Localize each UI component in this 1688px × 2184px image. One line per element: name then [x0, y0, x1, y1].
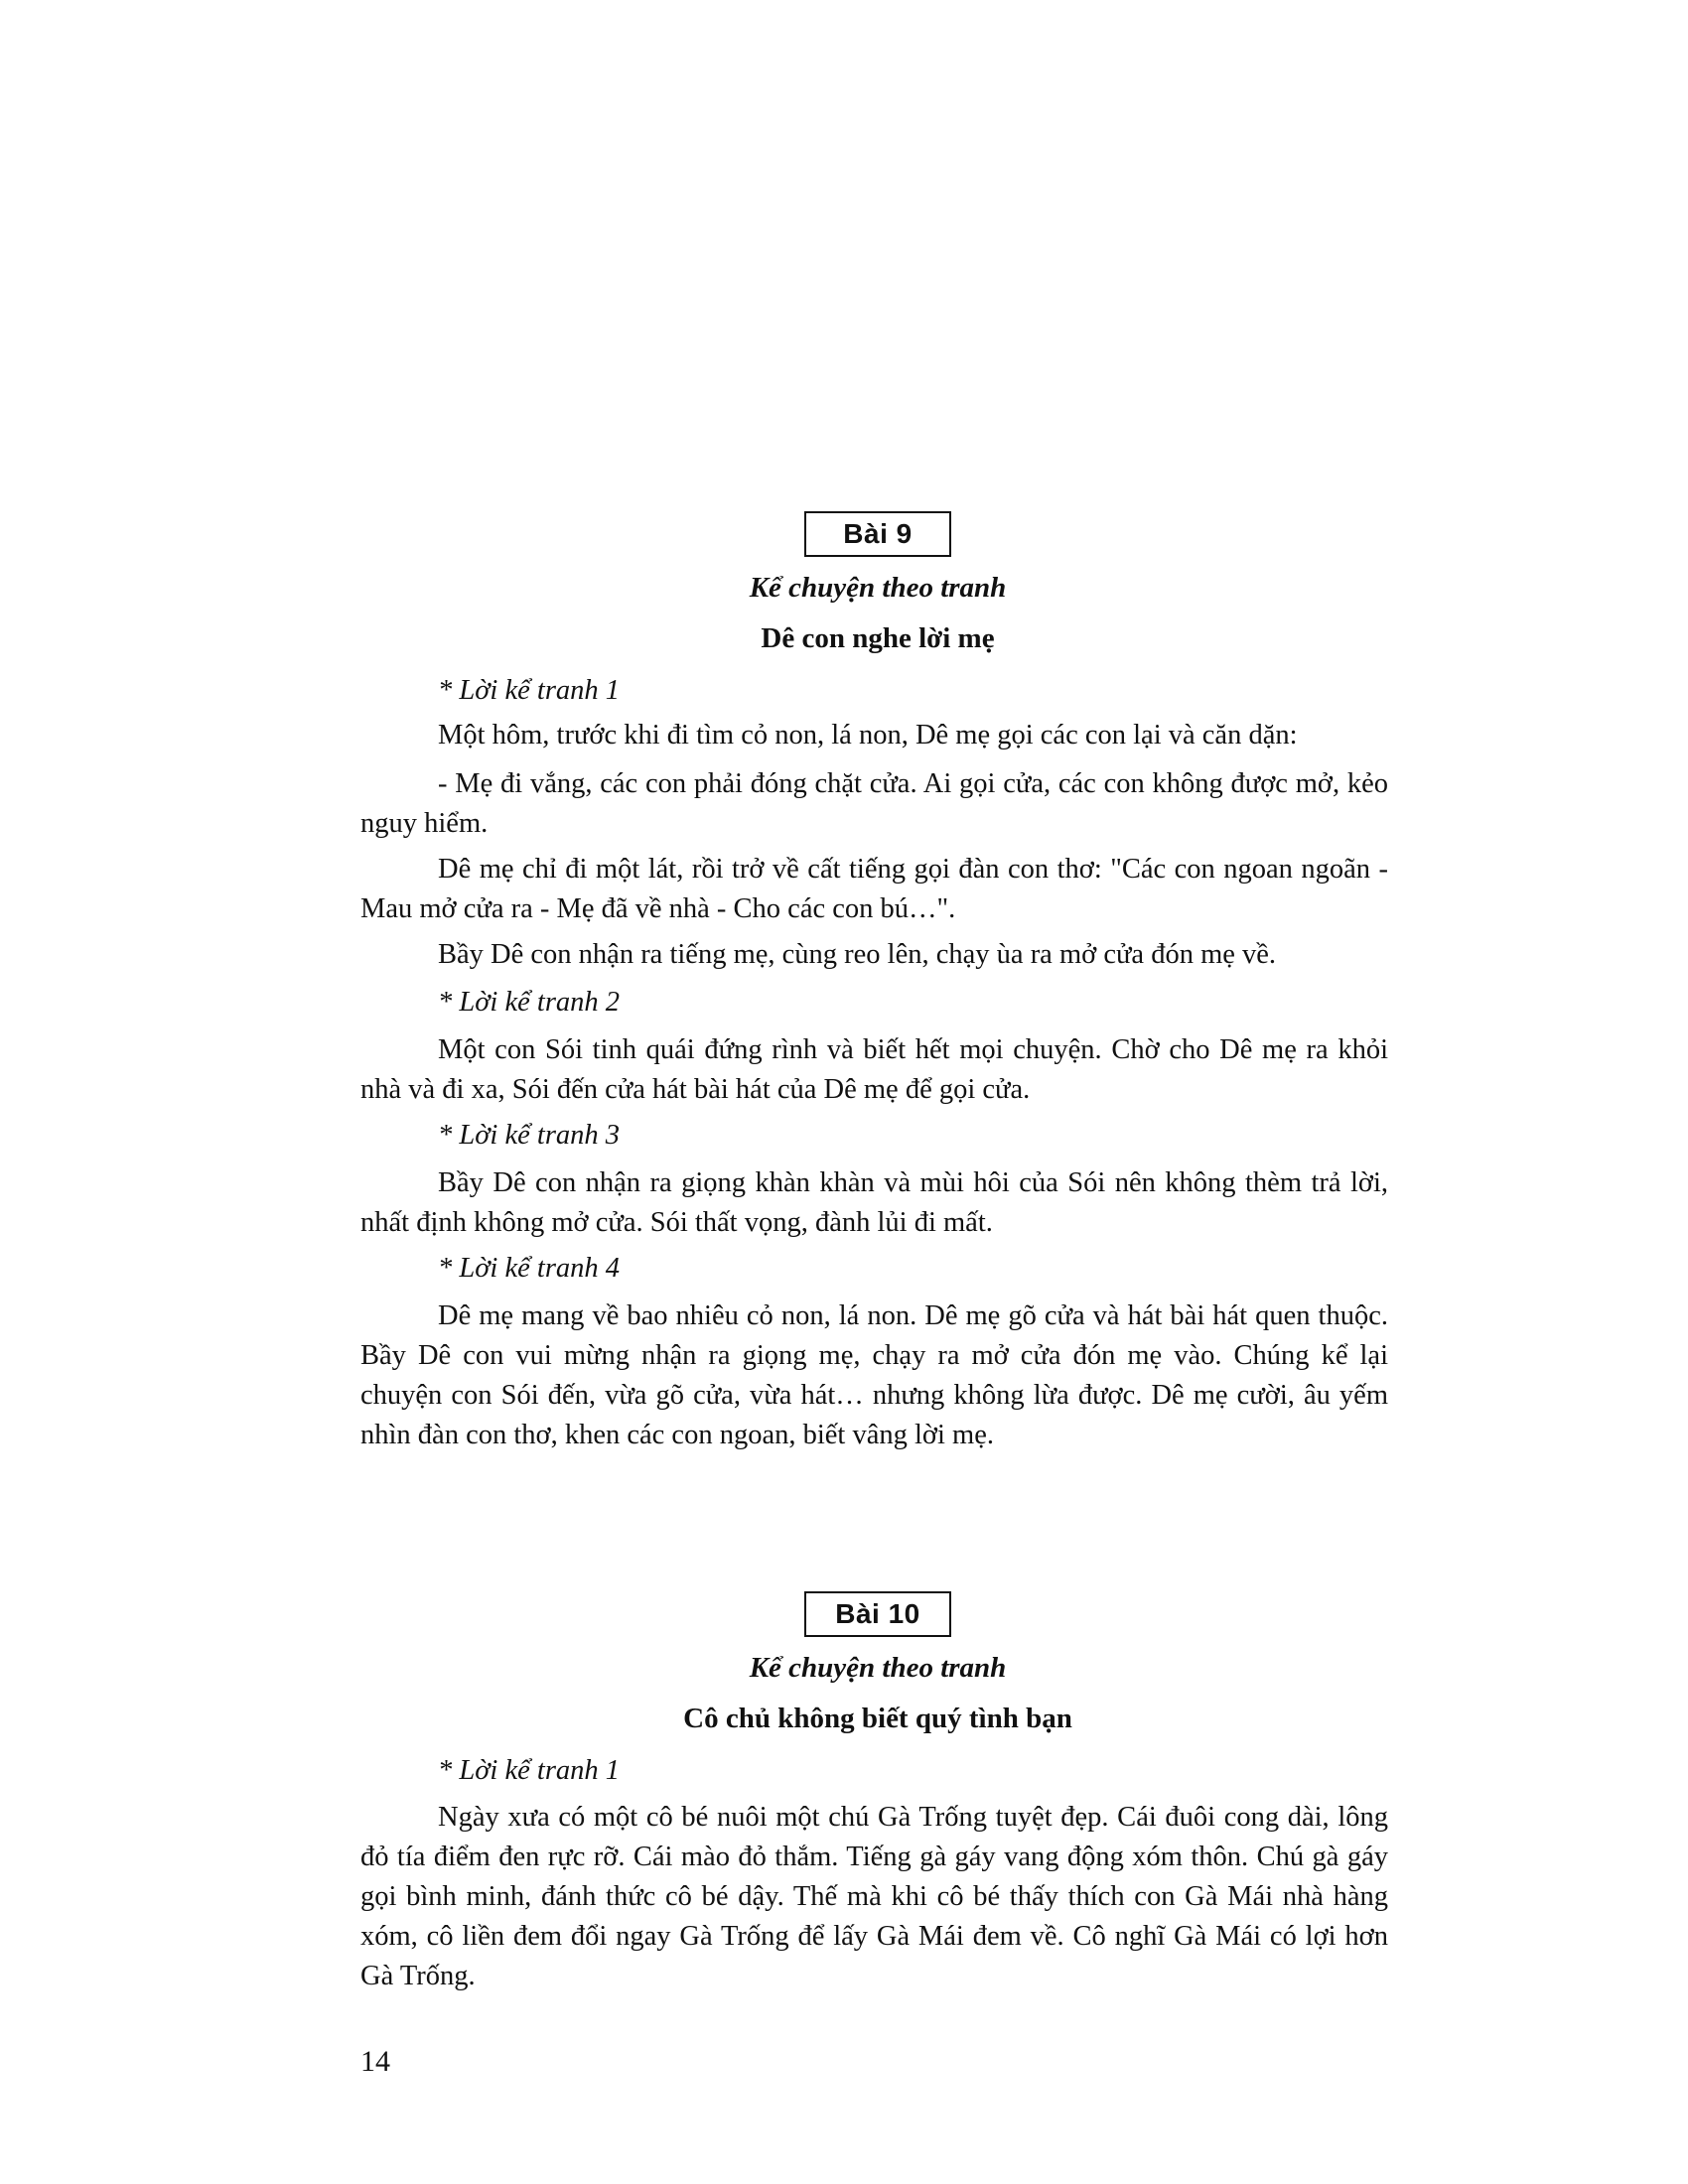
- lesson-9-scene-2-label: * Lời kể tranh 2: [438, 987, 621, 1018]
- lesson-9-scene-1-label: * Lời kể tranh 1: [438, 675, 621, 706]
- lesson-10-title: Cô chủ không biết quý tình bạn: [683, 1703, 1072, 1734]
- lesson-9-scene-1-paragraph-1: Một hôm, trước khi đi tìm cỏ non, lá non, Dê mẹ gọi các con lại và căn dặn:: [438, 720, 1298, 751]
- lesson-10-subtitle: Kể chuyện theo tranh: [749, 1652, 1007, 1684]
- lesson-10-number-box: [804, 1591, 951, 1637]
- lesson-9-scene-1-paragraph-2: - Mẹ đi vắng, các con phải đóng chặt cửa. Ai gọi cửa, các con không được mở, kẻo nguy hiểm.: [360, 768, 1388, 839]
- lesson-9-scene-3-label: * Lời kể tranh 3: [438, 1120, 621, 1151]
- lesson-9-title: Dê con nghe lời mẹ: [761, 622, 995, 654]
- lesson-9-scene-4-paragraph-1: Dê mẹ mang về bao nhiêu cỏ non, lá non. Dê mẹ gõ cửa và hát bài hát quen thuộc. Bầy Dê con vui mừng nhận ra giọng mẹ, chạy ra mở cửa đón mẹ vào. Chúng kể lại chuyện con Sói đến, vừa gõ cửa, vừa hát… nhưng không lừa được. Dê mẹ cười, âu yếm nhìn đàn con thơ, khen các con ngoan, biết vâng lời mẹ.: [360, 1300, 1388, 1450]
- lesson-9-scene-1-paragraph-4: Bầy Dê con nhận ra tiếng mẹ, cùng reo lên, chạy ùa ra mở cửa đón mẹ về.: [438, 939, 1277, 970]
- lesson-9-number-box: [804, 511, 951, 557]
- lesson-9-scene-2-paragraph-1: Một con Sói tinh quái đứng rình và biết hết mọi chuyện. Chờ cho Dê mẹ ra khỏi nhà và đi xa, Sói đến cửa hát bài hát của Dê mẹ để gọi cửa.: [360, 1034, 1388, 1105]
- lesson-10-number: Bài 10: [835, 1598, 920, 1629]
- page-number: 14: [360, 2045, 390, 2078]
- lesson-9-scene-3-paragraph-1: Bầy Dê con nhận ra giọng khàn khàn và mùi hôi của Sói nên không thèm trả lời, nhất định không mở cửa. Sói thất vọng, đành lủi đi mất.: [360, 1167, 1388, 1238]
- lesson-9-number: Bài 9: [843, 518, 913, 549]
- lesson-9-subtitle: Kể chuyện theo tranh: [749, 572, 1007, 604]
- lesson-10-scene-1-paragraph-1: Ngày xưa có một cô bé nuôi một chú Gà Trống tuyệt đẹp. Cái đuôi cong dài, lông đỏ tía điểm đen rực rỡ. Cái mào đỏ thắm. Tiếng gà gáy vang động xóm thôn. Chú gà gáy gọi bình minh, đánh thức cô bé dậy. Thế mà khi cô bé thấy thích con Gà Mái nhà hàng xóm, cô liền đem đổi ngay Gà Trống để lấy Gà Mái đem về. Cô nghĩ Gà Mái có lợi hơn Gà Trống.: [360, 1802, 1388, 1991]
- lesson-9-scene-1-paragraph-3: Dê mẹ chỉ đi một lát, rồi trở về cất tiếng gọi đàn con thơ: "Các con ngoan ngoãn - Mau mở cửa ra - Mẹ đã về nhà - Cho các con bú…".: [360, 854, 1388, 924]
- lesson-9-scene-4-label: * Lời kể tranh 4: [438, 1253, 621, 1284]
- lesson-10-scene-1-label: * Lời kể tranh 1: [438, 1755, 621, 1786]
